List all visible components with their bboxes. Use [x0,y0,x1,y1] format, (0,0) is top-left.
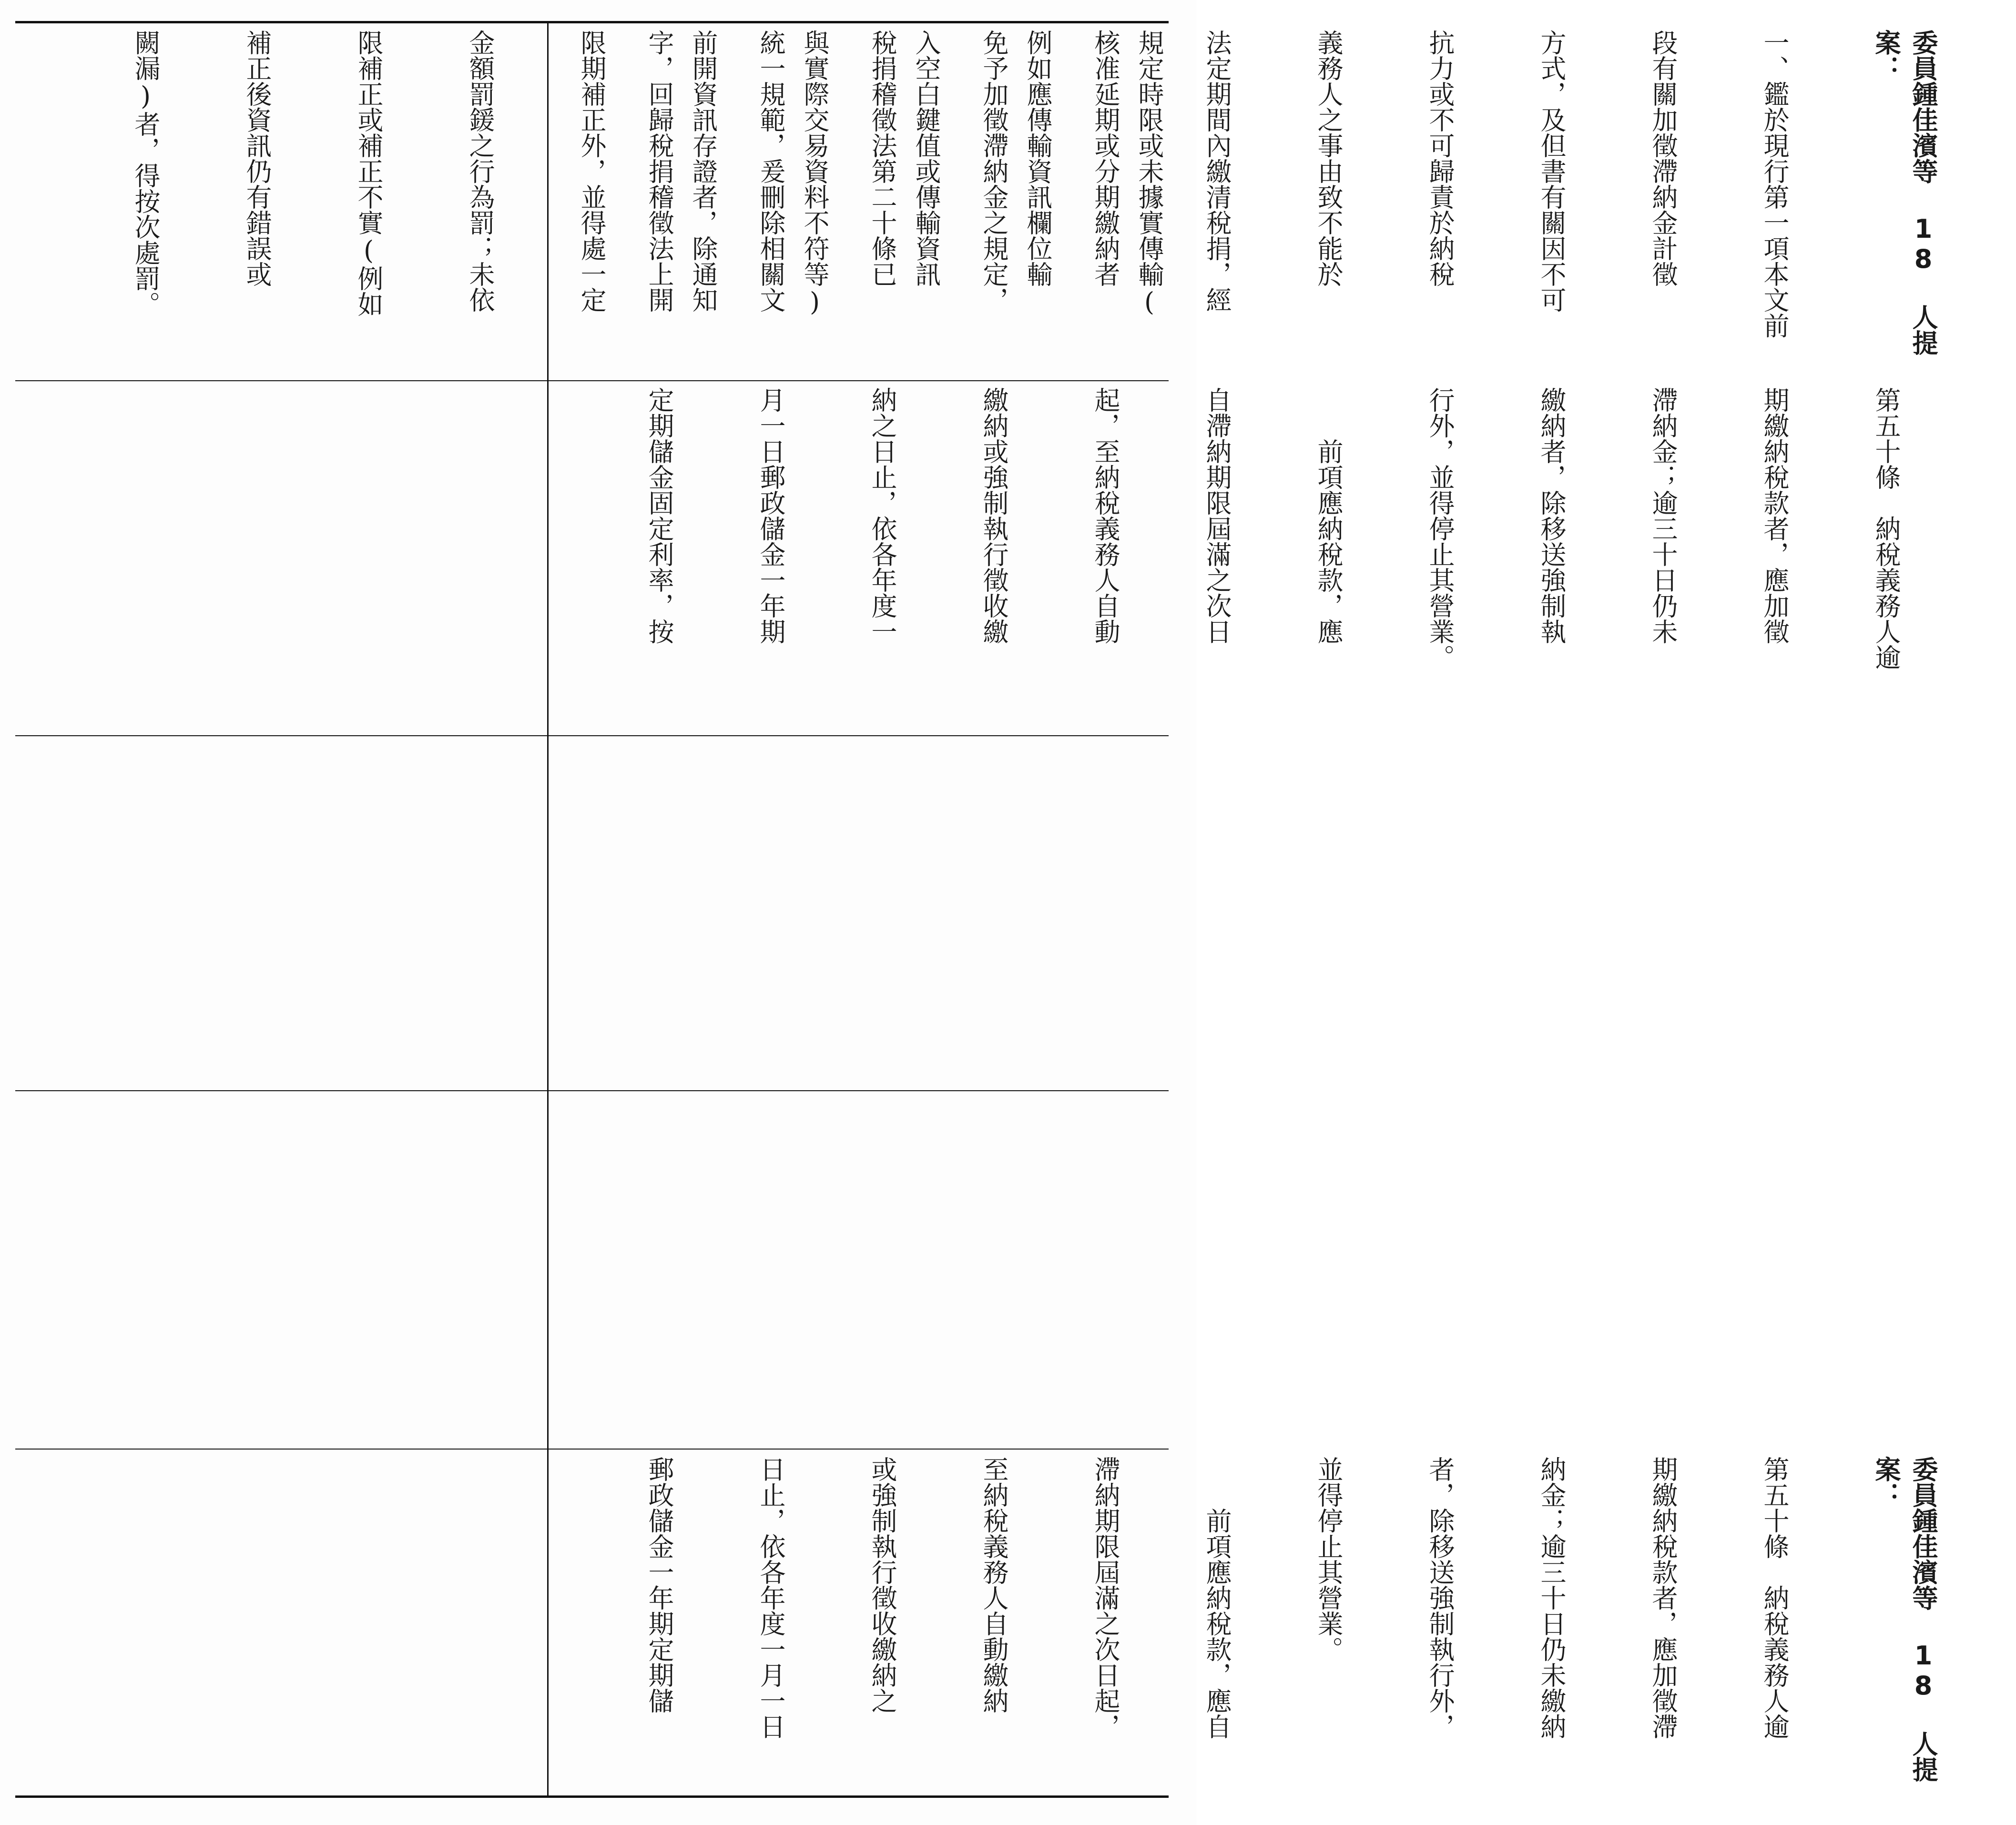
text-line: 入空白鍵值或傳輸資訊 [911,30,941,287]
text-line: 方式，及但書有關因不可 [1537,30,1567,313]
text-line: 抗力或不可歸責於納稅 [1425,30,1455,287]
text-line: 免予加徵滯納金之規定， [979,30,1009,313]
text-line: 與實際交易資料不符等) [800,30,830,317]
text-line: 行外，並得停止其營業。 [1425,387,1455,670]
text-line: 日止，依各年度一月一日 [756,1456,786,1739]
text-line: 一、鑑於現行第一項本文前 [1760,30,1790,338]
text-line: 滯納期限屆滿之次日起， [1090,1456,1120,1739]
text-line: 自滯納期限屆滿之次日 [1202,387,1232,644]
text-line: 繳納者，除移送強制執 [1537,387,1567,644]
text-line: 前項應納稅款，應 [1313,387,1344,644]
text-line: 滯納金；逾三十日仍未 [1648,387,1678,644]
text-line: 納之日止，依各年度一 [867,387,897,644]
cell-proposal-article [566,1456,1938,1793]
text-line: 法定期間內繳清稅捐，經 [1202,30,1232,313]
text-line: 金額罰鍰之行為罰；未依 [465,30,495,313]
text-line: 月一日郵政儲金一年期 [756,387,786,644]
proposal-heading: 委員鍾佳濱等 18 人提案： [1871,1456,1938,1782]
text-line: 或強制執行徵收繳納之 [867,1456,897,1713]
text-line: 段有關加徵滯納金計徵 [1648,30,1678,287]
row-divider-4 [15,1449,1169,1450]
current-article-text [566,387,1979,733]
proposal-heading: 委員鍾佳濱等 18 人提案： [1871,30,1938,355]
text-line: 義務人之事由致不能於 [1313,30,1344,287]
proposal-article-text [566,1456,2016,1793]
cell-current-article [566,387,1901,733]
row-divider-1 [15,380,1169,381]
text-line: 闕漏)者，得按次處罰。 [131,30,161,317]
text-line: 定期儲金固定利率，按 [644,387,674,644]
text-line: 期繳納稅款者，應加徵滯 [1648,1456,1678,1739]
text-line: 並得停止其營業。 [1313,1456,1344,1662]
text-line: 前開資訊存證者，除通知 [688,30,718,313]
cell-proposal-explanation [566,30,1938,377]
text-line: 前項應納稅款，應自 [1202,1456,1232,1739]
text-line: 納金；逾三十日仍未繳納 [1537,1456,1567,1739]
text-line: 第五十條 納稅義務人逾 [1760,1456,1790,1739]
text-line: 補正後資訊仍有錯誤或 [242,30,272,287]
text-line: 期繳納稅款者，應加徵 [1760,387,1790,644]
text-line: 例如應傳輸資訊欄位輸 [1023,30,1053,287]
top-border [15,21,1169,23]
text-line: 起，至納稅義務人自動 [1090,387,1120,644]
text-line: 稅捐稽徵法第二十條已 [867,30,897,287]
text-line: 郵政儲金一年期定期儲 [644,1456,674,1713]
text-line: 核准延期或分期繳納者 [1090,30,1120,287]
text-line: 字，回歸稅捐稽徵法上開 [644,30,674,313]
row-divider-3 [15,1090,1169,1091]
text-line: 至納稅義務人自動繳納 [979,1456,1009,1713]
text-line: 繳納或強制執行徵收繳 [979,387,1009,644]
text-line: 統一規範，爰刪除相關文 [756,30,786,313]
text-line: 限補正或補正不實(例如 [354,30,384,317]
proposal-explanation-text [566,30,2016,377]
text-line: 第五十條 納稅義務人逾 [1871,387,1901,670]
text-line: 規定時限或未據實傳輸( [1134,30,1164,317]
bottom-border [15,1795,1169,1798]
row-divider-2 [15,735,1169,736]
text-line: 者，除移送強制執行外， [1425,1456,1455,1739]
text-line: 限期補正外，並得處一定 [577,30,607,313]
